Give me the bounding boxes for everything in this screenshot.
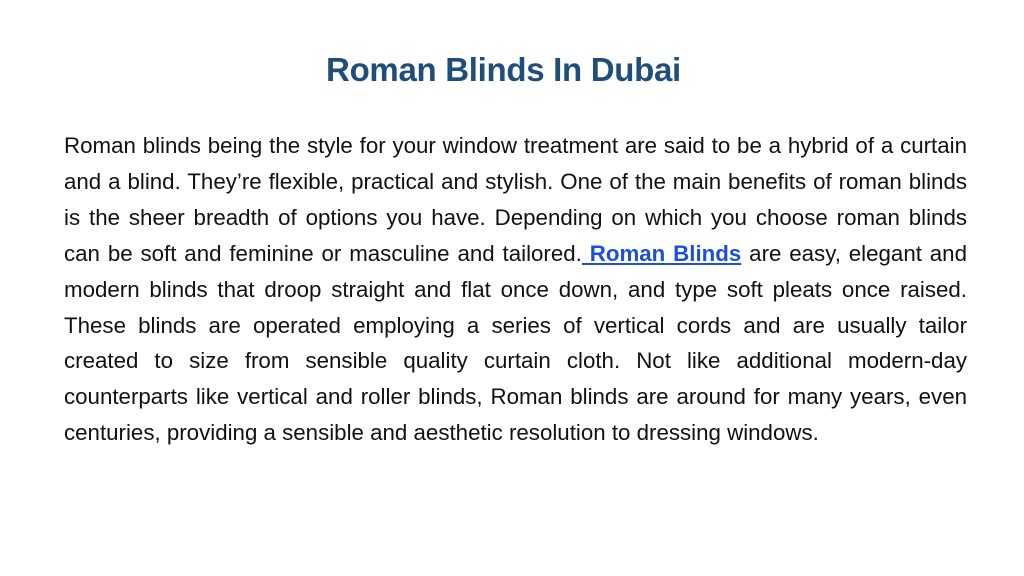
paragraph-text-after-link: are easy, elegant and modern blinds that droop straight and flat once down, and type soft pleats once raised. These blinds are operated employing a series of vertical cords and are usually tailor created to size from sensible quality curtain cloth. Not like additional modern-day counterparts like vertical and roller blinds, Roman blinds are around for many years, even centuries, providing a sensible and aesthetic resolution to dressing windows. — [64, 240, 967, 446]
roman-blinds-link[interactable]: Roman Blinds — [581, 240, 742, 266]
paragraph-text-before-link: Roman blinds being the style for your window treatment are said to be a hybrid of a curtain and a blind. They’re flexible, practical and stylish. One of the main benefits of roman blinds is the sheer breadth of options you have. Depending on which you choose roman blinds can be soft and feminine or masculine and tailored. — [64, 133, 967, 266]
page-title: Roman Blinds In Dubai — [326, 51, 681, 88]
body-paragraph — [64, 128, 967, 451]
